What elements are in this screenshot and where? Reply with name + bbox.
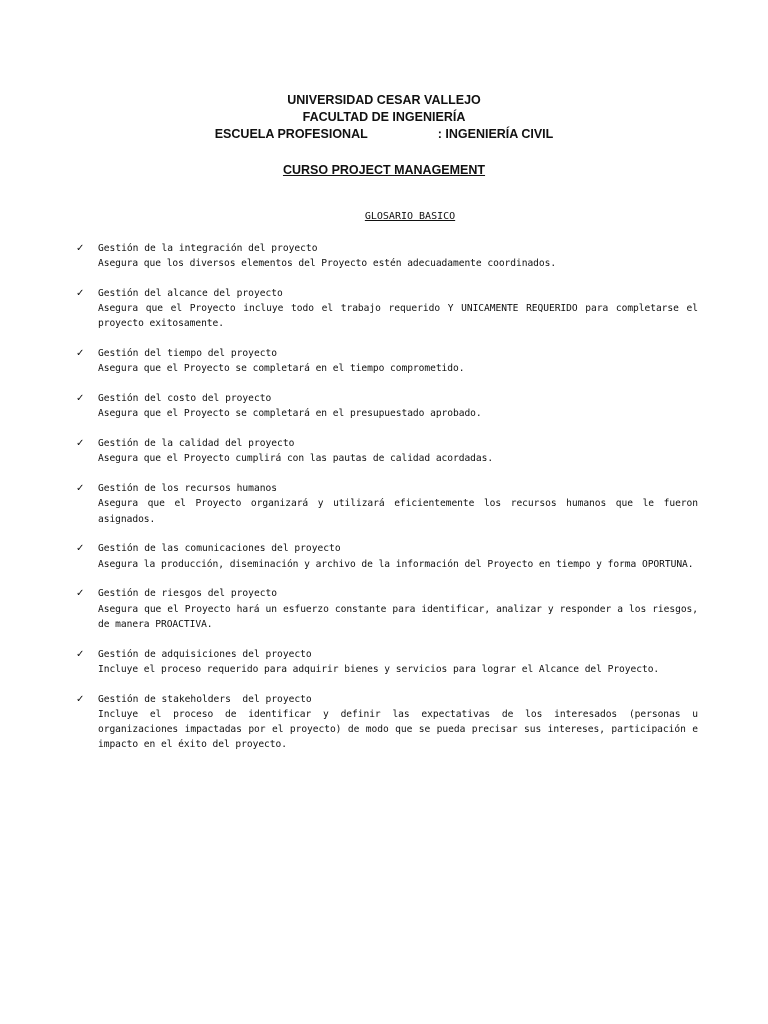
school-line [0, 126, 768, 143]
list-item [76, 541, 698, 571]
list-item [76, 586, 698, 632]
list-item [76, 286, 698, 332]
glossary-description: Incluye el proceso de identificar y definir las expectativas de los interesados (personas u organizaciones impactadas por el proyecto) de modo que se pueda precisar sus intereses, participación e impacto en el éxito del proyecto. [98, 708, 698, 751]
glossary-term: Gestión de la calidad del proyecto [98, 438, 295, 450]
checkmark-icon: ✓ [76, 243, 85, 254]
checkmark-icon: ✓ [76, 438, 85, 450]
glossary-term: Gestión de adquisiciones del proyecto [98, 648, 312, 660]
checkmark-icon: ✓ [76, 483, 85, 495]
glossary-description: Asegura que el Proyecto organizará y utilizará eficientemente los recursos humanos que le fueron asignados. [98, 498, 698, 525]
glossary-term: Gestión de la integración del proyecto [98, 243, 318, 254]
glossary-list [76, 241, 698, 767]
checkmark-icon: ✓ [76, 648, 85, 660]
glossary-description: Asegura que el Proyecto se completará en el tiempo comprometido. [98, 363, 465, 375]
glossary-title: GLOSARIO BASICO [364, 211, 456, 222]
glossary-description: Asegura que el Proyecto hará un esfuerzo constante para identificar, analizar y responder a los riesgos, de manera PROACTIVA. [98, 603, 698, 630]
glossary-term: Gestión del tiempo del proyecto [98, 348, 278, 360]
list-item [76, 481, 698, 527]
glossary-term: Gestión del alcance del proyecto [98, 288, 283, 299]
glossary-description: Asegura la producción, diseminación y archivo de la información del Proyecto en tiempo y forma OPORTUNA. [98, 558, 694, 570]
glossary-term: Gestión de las comunicaciones del proyecto [98, 543, 341, 555]
glossary-description: Asegura que el Proyecto se completará en el presupuestado aprobado. [98, 408, 482, 420]
glossary-term: Gestión de los recursos humanos [98, 483, 278, 495]
glossary-description: Asegura que el Proyecto incluye todo el trabajo requerido Y UNICAMENTE REQUERIDO para completarse el proyecto exitosamente. [98, 303, 698, 330]
checkmark-icon: ✓ [76, 543, 85, 555]
glossary-term: Gestión de stakeholders del proyecto [98, 693, 312, 705]
school-label: ESCUELA PROFESIONAL [214, 127, 368, 141]
document-header [0, 92, 768, 143]
glossary-term: Gestión de riesgos del proyecto [98, 588, 278, 600]
list-item [76, 436, 698, 466]
university-name: UNIVERSIDAD CESAR VALLEJO [287, 93, 481, 107]
checkmark-icon: ✓ [76, 393, 85, 405]
glossary-description: Incluye el proceso requerido para adquirir bienes y servicios para lograr el Alcance del Proyecto. [98, 663, 660, 675]
list-item [76, 391, 698, 421]
checkmark-icon: ✓ [76, 693, 85, 705]
glossary-term: Gestión del costo del proyecto [98, 393, 272, 405]
checkmark-icon: ✓ [76, 588, 85, 600]
checkmark-icon: ✓ [76, 348, 85, 360]
course-title: CURSO PROJECT MANAGEMENT [282, 163, 486, 177]
list-item [76, 241, 698, 271]
glossary-description: Asegura que el Proyecto cumplirá con las pautas de calidad acordadas. [98, 453, 494, 465]
school-value: : INGENIERÍA CIVIL [437, 127, 554, 141]
list-item [76, 346, 698, 376]
faculty-name: FACULTAD DE INGENIERÍA [302, 110, 466, 124]
checkmark-icon: ✓ [76, 288, 85, 299]
list-item [76, 647, 698, 677]
glossary-description: Asegura que los diversos elementos del Proyecto estén adecuadamente coordinados. [98, 258, 557, 270]
list-item [76, 692, 698, 753]
